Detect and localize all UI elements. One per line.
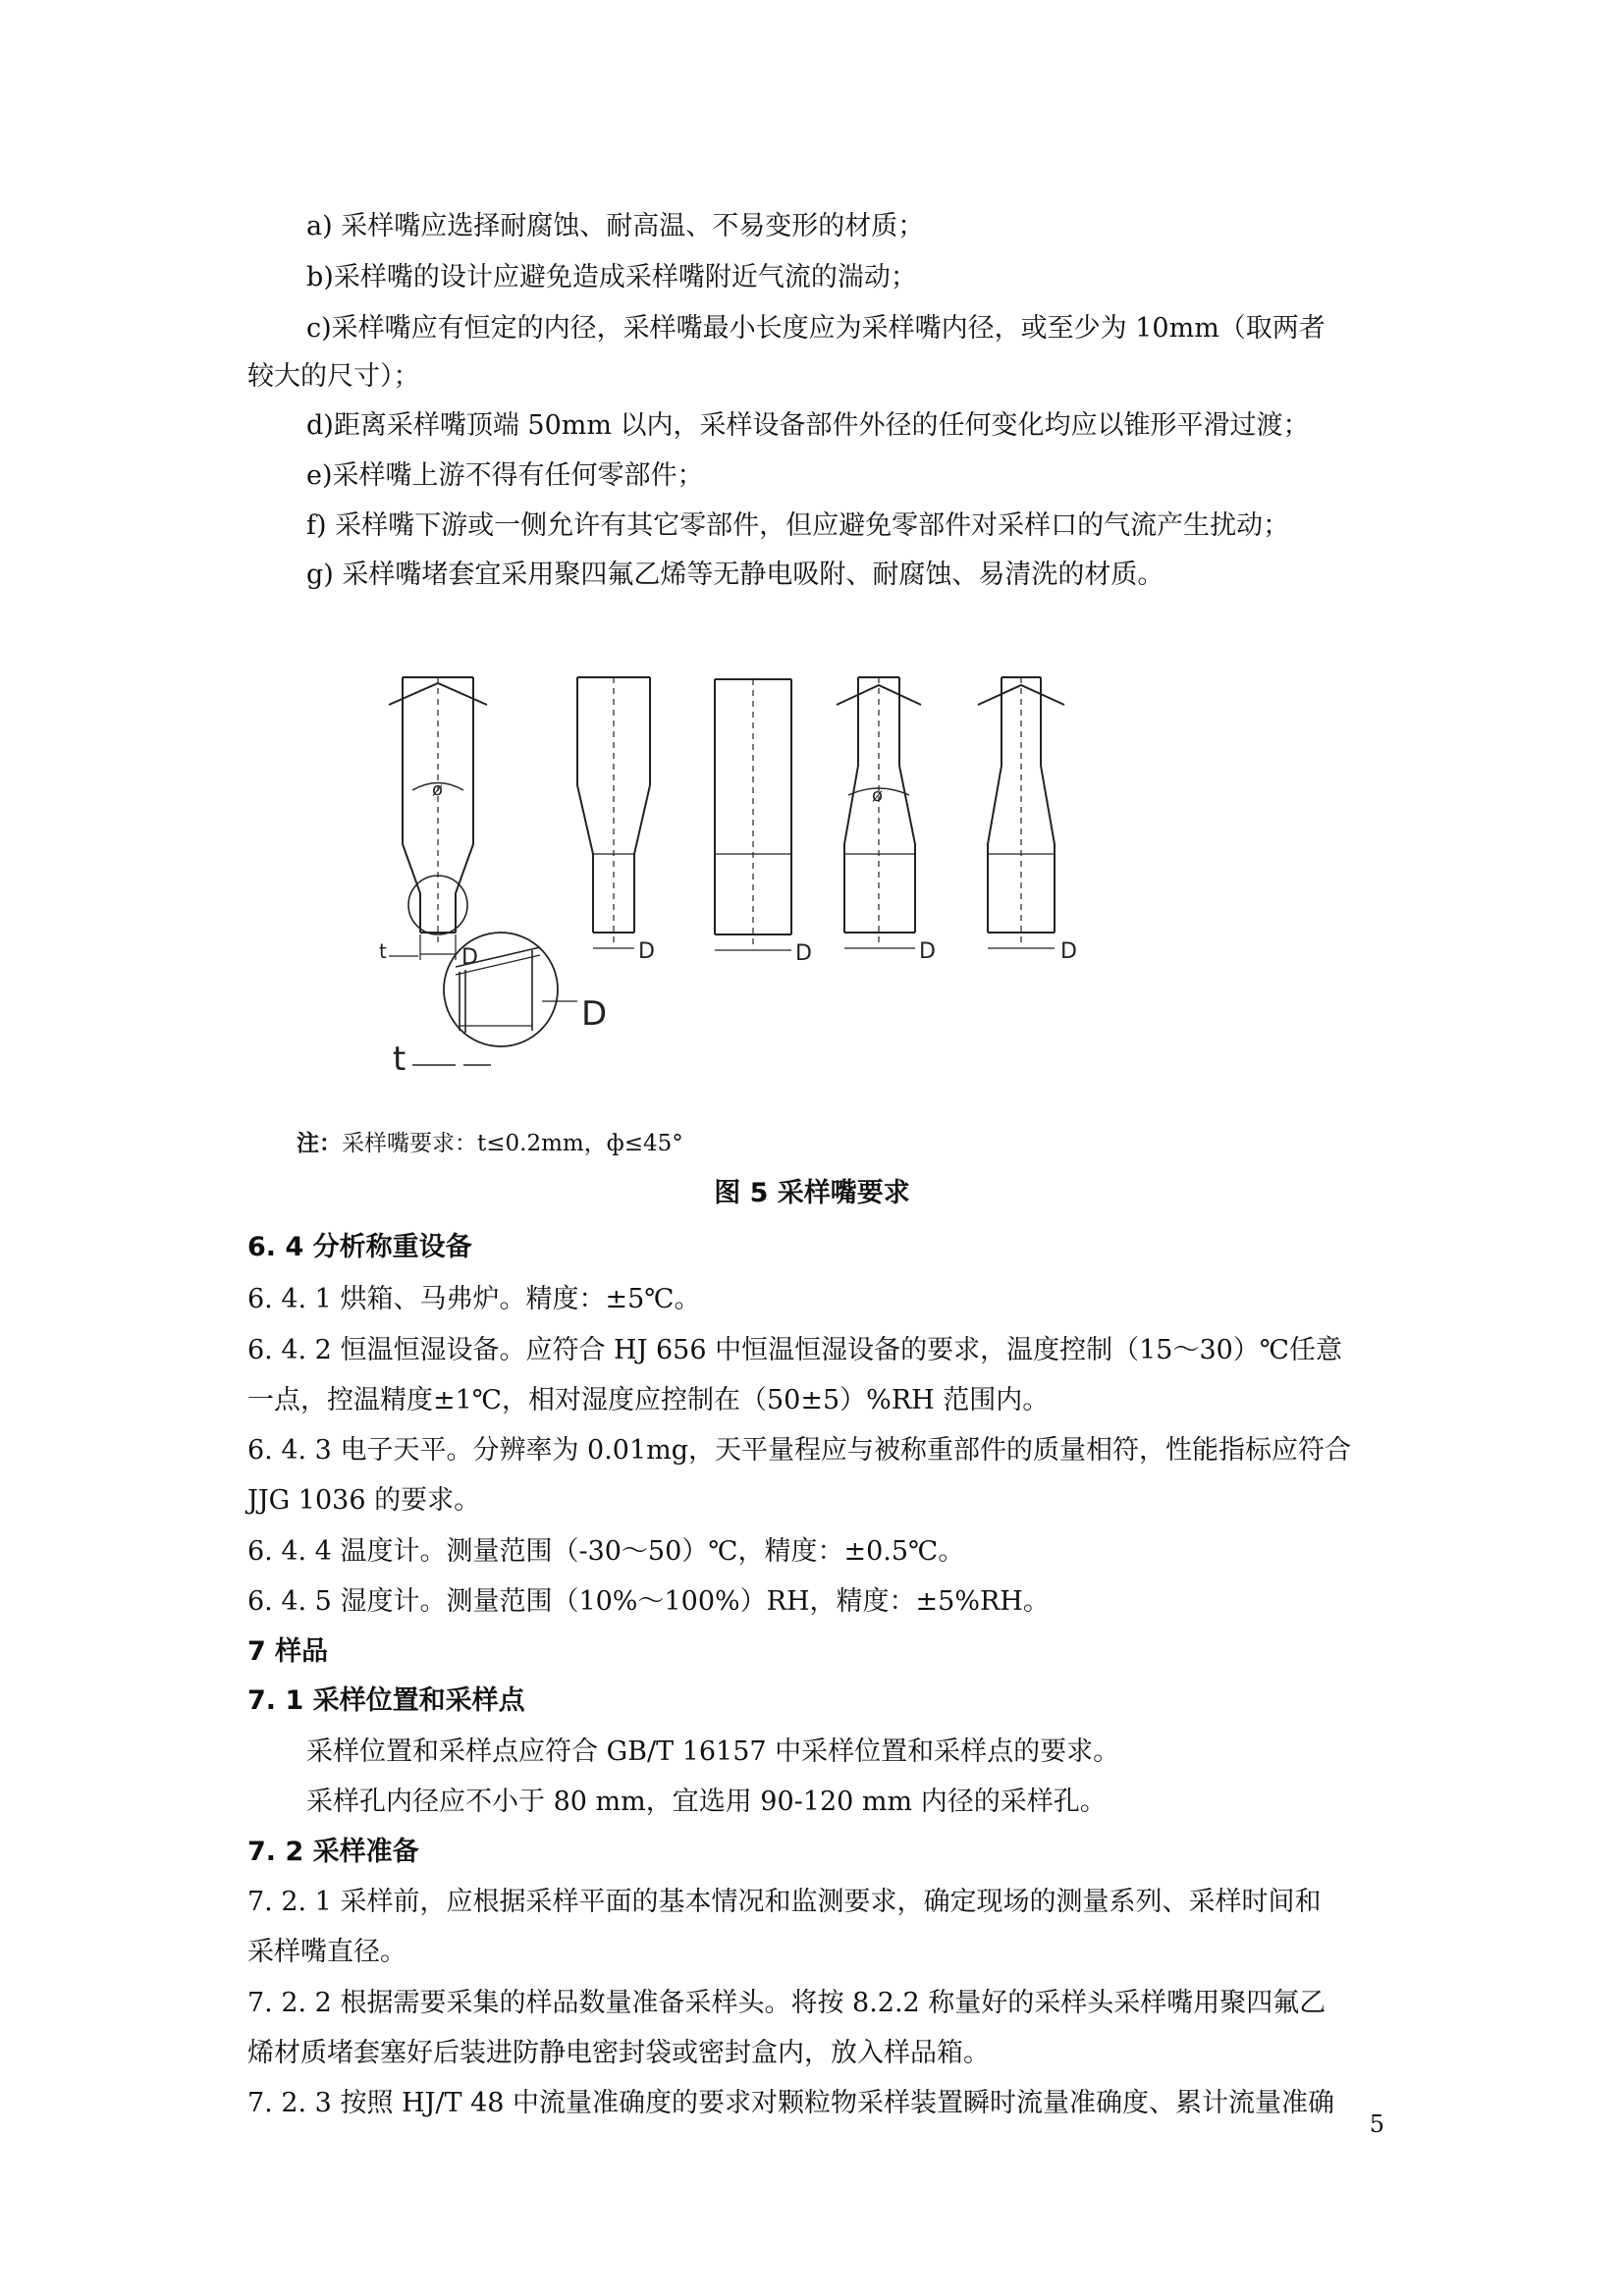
- list-item-d: d)距离采样嘴顶端 50mm 以内，采样设备部件外径的任何变化均应以锥形平滑过渡；: [306, 410, 1310, 441]
- body-line: 采样孔内径应不小于 80 mm，宜选用 90-120 mm 内径的采样孔。: [306, 1787, 1107, 1817]
- body-line: 7. 2. 1 采样前，应根据采样平面的基本情况和监测要求，确定现场的测量系列、采样时间和: [247, 1887, 1322, 1917]
- d-label-4: D: [919, 939, 936, 964]
- body-line: 6. 4. 3 电子天平。分辨率为 0.01mg，天平量程应与被称重部件的质量相符，性能指标应符合: [247, 1435, 1352, 1466]
- t-label-detail: t: [393, 1040, 406, 1079]
- section-heading-7-2: 7. 2 采样准备: [247, 1837, 419, 1867]
- body-line: 6. 4. 1 烘箱、马弗炉。精度：±5℃。: [247, 1284, 701, 1314]
- body-line: 7. 2. 2 根据需要采集的样品数量准备采样头。将按 8.2.2 称量好的采样头采样嘴用聚四氟乙: [247, 1988, 1326, 2018]
- note-prefix: 注：: [297, 1130, 342, 1156]
- d-label-detail: D: [581, 994, 608, 1034]
- d-label-3: D: [795, 941, 812, 966]
- d-label-1: D: [461, 945, 478, 970]
- t-label-1: t: [379, 939, 387, 963]
- body-line: 采样位置和采样点应符合 GB/T 16157 中采样位置和采样点的要求。: [306, 1736, 1120, 1767]
- nozzle-diagram-5: [978, 677, 1077, 964]
- nozzle-figure: [353, 648, 1218, 1080]
- body-line: 6. 4. 2 恒温恒湿设备。应符合 HJ 656 中恒温恒湿设备的要求，温度控制（15～30）℃任意: [247, 1335, 1343, 1365]
- body-line: 采样嘴直径。: [247, 1937, 406, 1967]
- nozzle-diagram-4: [837, 677, 936, 964]
- list-item-b: b)采样嘴的设计应避免造成采样嘴附近气流的湍动；: [306, 262, 917, 293]
- phi-label: ø: [432, 779, 444, 800]
- nozzle-diagram-3: [715, 679, 812, 966]
- phi-label-4: ø: [872, 785, 884, 806]
- figure-note: [297, 1127, 683, 1160]
- list-item-c-cont: 较大的尺寸）；: [247, 361, 420, 392]
- list-item-e: e)采样嘴上游不得有任何零部件；: [306, 460, 704, 491]
- note-text: 采样嘴要求：t≤0.2mm，ф≤45°: [342, 1131, 683, 1156]
- list-item-a: a) 采样嘴应选择耐腐蚀、耐高温、不易变形的材质；: [306, 211, 925, 241]
- nozzle-diagram-2: [577, 677, 655, 964]
- section-heading-7-1: 7. 1 采样位置和采样点: [247, 1685, 525, 1716]
- body-line: 6. 4. 5 湿度计。测量范围（10%～100%）RH，精度：±5%RH。: [247, 1586, 1050, 1617]
- section-heading-6-4: 6. 4 分析称重设备: [247, 1232, 472, 1262]
- body-line: 烯材质堵套塞好后装进防静电密封袋或密封盒内，放入样品箱。: [247, 2038, 990, 2068]
- body-line: 7. 2. 3 按照 HJ/T 48 中流量准确度的要求对颗粒物采样装置瞬时流量准确度、累计流量准确: [247, 2088, 1335, 2118]
- body-line: JJG 1036 的要求。: [247, 1485, 481, 1516]
- page-number: 5: [1369, 2110, 1384, 2138]
- list-item-f: f) 采样嘴下游或一侧允许有其它零部件，但应避免零部件对采样口的气流产生扰动；: [306, 510, 1290, 541]
- nozzle-diagram-1: [379, 677, 487, 970]
- d-label-5: D: [1060, 939, 1077, 964]
- list-item-g: g) 采样嘴堵套宜采用聚四氟乙烯等无静电吸附、耐腐蚀、易清洗的材质。: [306, 560, 1164, 590]
- figure-caption: 图 5 采样嘴要求: [714, 1178, 910, 1208]
- body-line: 6. 4. 4 温度计。测量范围（-30～50）℃，精度：±0.5℃。: [247, 1536, 965, 1567]
- section-heading-7: 7 样品: [247, 1636, 329, 1667]
- body-line: 一点，控温精度±1℃，相对湿度应控制在（50±5）%RH 范围内。: [247, 1385, 1050, 1415]
- list-item-c: c)采样嘴应有恒定的内径，采样嘴最小长度应为采样嘴内径，或至少为 10mm（取两者: [306, 313, 1326, 344]
- d-label-2: D: [638, 939, 655, 964]
